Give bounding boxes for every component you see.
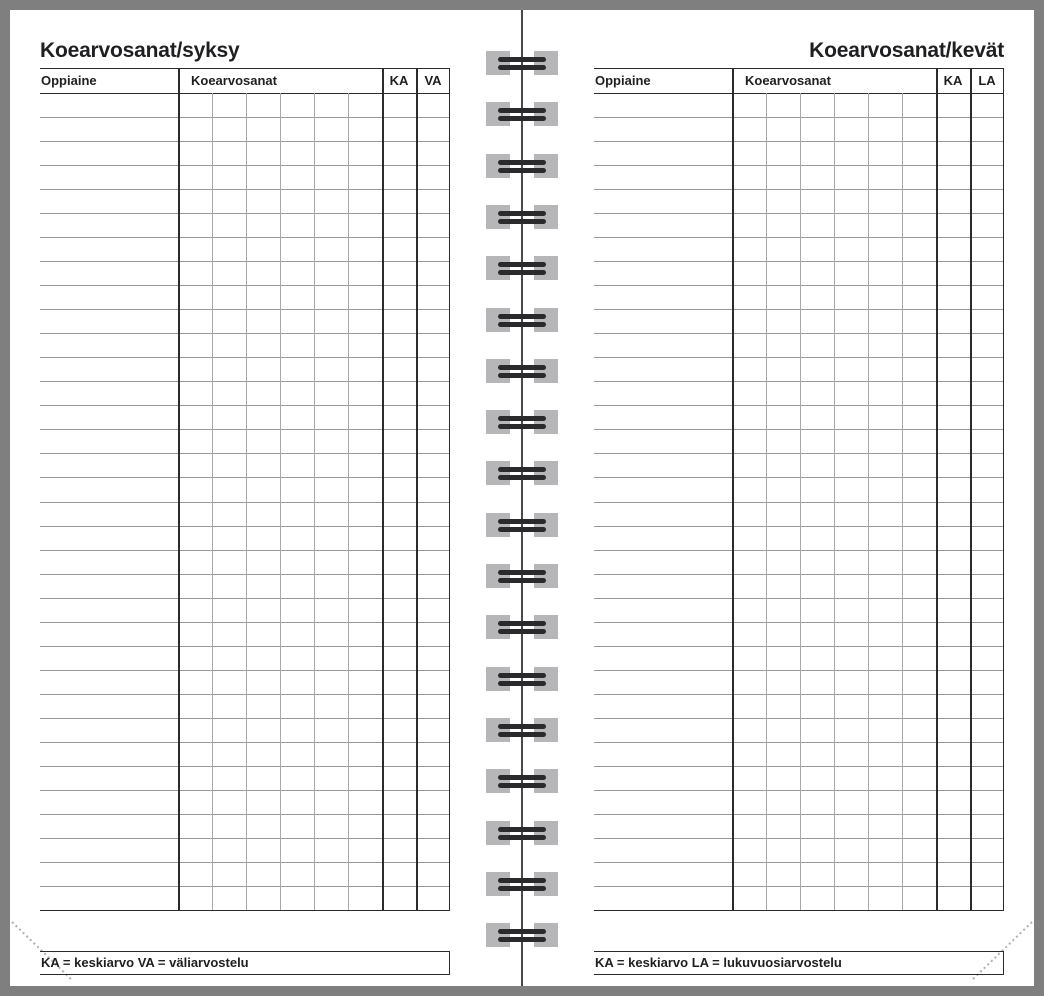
header-final: LA — [978, 73, 996, 88]
ring-hole — [486, 205, 510, 229]
row-line — [40, 646, 449, 647]
ring-hole — [486, 308, 510, 332]
binding-ring — [486, 667, 558, 691]
ring-hole — [534, 461, 558, 485]
ring-wire — [498, 373, 546, 378]
ring-wire — [498, 937, 546, 942]
ring-wire — [498, 519, 546, 524]
row-line — [594, 477, 1003, 478]
row-line — [40, 838, 449, 839]
binding-ring — [486, 923, 558, 947]
ring-wire — [498, 827, 546, 832]
ring-hole — [534, 154, 558, 178]
row-line — [40, 526, 449, 527]
row-line — [594, 574, 1003, 575]
ring-wire — [498, 424, 546, 429]
row-line — [40, 862, 449, 863]
ring-hole — [534, 102, 558, 126]
ring-hole — [534, 769, 558, 793]
page-title: Koearvosanat/kevät — [809, 39, 1004, 62]
binding-ring — [486, 872, 558, 896]
row-line — [40, 333, 449, 334]
row-line — [40, 165, 449, 166]
header-separator — [40, 93, 449, 94]
ring-wire — [498, 629, 546, 634]
header-average: KA — [389, 73, 409, 88]
row-line — [40, 477, 449, 478]
row-line — [40, 814, 449, 815]
legend-row — [40, 951, 450, 975]
grade-column-line — [766, 93, 767, 910]
column-divider — [382, 69, 384, 910]
header-separator — [594, 93, 1003, 94]
grade-column-line — [212, 93, 213, 910]
binding-ring — [486, 51, 558, 75]
ring-wire — [498, 57, 546, 62]
row-line — [594, 694, 1003, 695]
binding-ring — [486, 821, 558, 845]
ring-wire — [498, 681, 546, 686]
grade-column-line — [834, 93, 835, 910]
ring-hole — [486, 667, 510, 691]
row-line — [40, 574, 449, 575]
ring-hole — [486, 102, 510, 126]
ring-wire — [498, 322, 546, 327]
row-line — [40, 670, 449, 671]
row-line — [594, 886, 1003, 887]
ring-hole — [486, 564, 510, 588]
row-line — [40, 213, 449, 214]
ring-wire — [498, 578, 546, 583]
ring-wire — [498, 835, 546, 840]
ring-wire — [498, 732, 546, 737]
ring-hole — [486, 51, 510, 75]
binding-ring — [486, 205, 558, 229]
grade-table — [40, 68, 450, 911]
ring-hole — [534, 359, 558, 383]
row-line — [594, 718, 1003, 719]
row-line — [40, 405, 449, 406]
ring-hole — [486, 872, 510, 896]
row-line — [594, 381, 1003, 382]
ring-hole — [486, 718, 510, 742]
binding-ring — [486, 615, 558, 639]
ring-wire — [498, 160, 546, 165]
ring-wire — [498, 783, 546, 788]
grade-column-line — [800, 93, 801, 910]
row-line — [594, 237, 1003, 238]
ring-hole — [486, 513, 510, 537]
ring-hole — [486, 923, 510, 947]
row-line — [40, 502, 449, 503]
ring-wire — [498, 475, 546, 480]
row-line — [594, 790, 1003, 791]
ring-wire — [498, 673, 546, 678]
ring-wire — [498, 314, 546, 319]
row-line — [594, 550, 1003, 551]
ring-wire — [498, 416, 546, 421]
ring-wire — [498, 886, 546, 891]
row-line — [40, 309, 449, 310]
row-line — [594, 165, 1003, 166]
row-line — [594, 622, 1003, 623]
row-line — [40, 429, 449, 430]
binding-ring — [486, 102, 558, 126]
row-line — [594, 117, 1003, 118]
ring-hole — [534, 410, 558, 434]
binding-ring — [486, 359, 558, 383]
left-page — [40, 38, 450, 970]
row-line — [594, 405, 1003, 406]
column-divider — [416, 69, 418, 910]
row-line — [40, 766, 449, 767]
header-average: KA — [943, 73, 963, 88]
row-line — [594, 429, 1003, 430]
row-line — [594, 670, 1003, 671]
header-grades: Koearvosanat — [191, 73, 277, 88]
row-line — [594, 141, 1003, 142]
ring-hole — [534, 872, 558, 896]
row-line — [594, 261, 1003, 262]
row-line — [40, 381, 449, 382]
row-line — [40, 742, 449, 743]
row-line — [40, 141, 449, 142]
ring-hole — [534, 564, 558, 588]
binding-ring — [486, 461, 558, 485]
ring-hole — [486, 410, 510, 434]
header-subject: Oppiaine — [41, 73, 97, 88]
row-line — [40, 285, 449, 286]
binding-ring — [486, 769, 558, 793]
ring-hole — [534, 513, 558, 537]
binding-ring — [486, 718, 558, 742]
column-divider — [936, 69, 938, 910]
ring-wire — [498, 219, 546, 224]
row-line — [594, 213, 1003, 214]
row-line — [594, 742, 1003, 743]
row-line — [594, 357, 1003, 358]
header-final: VA — [424, 73, 442, 88]
ring-wire — [498, 108, 546, 113]
row-line — [594, 814, 1003, 815]
ring-hole — [534, 667, 558, 691]
row-line — [40, 886, 449, 887]
column-divider — [970, 69, 972, 910]
binding-ring — [486, 256, 558, 280]
binding-ring — [486, 308, 558, 332]
legend-row — [594, 951, 1004, 975]
ring-hole — [486, 615, 510, 639]
ring-wire — [498, 775, 546, 780]
ring-hole — [486, 359, 510, 383]
ring-hole — [486, 461, 510, 485]
row-line — [594, 189, 1003, 190]
ring-wire — [498, 168, 546, 173]
ring-wire — [498, 929, 546, 934]
ring-wire — [498, 724, 546, 729]
row-line — [40, 237, 449, 238]
row-line — [40, 790, 449, 791]
row-line — [40, 117, 449, 118]
grade-column-line — [314, 93, 315, 910]
ring-wire — [498, 467, 546, 472]
row-line — [40, 598, 449, 599]
grade-column-line — [868, 93, 869, 910]
header-subject: Oppiaine — [595, 73, 651, 88]
row-line — [594, 598, 1003, 599]
row-line — [594, 526, 1003, 527]
row-line — [40, 718, 449, 719]
ring-wire — [498, 570, 546, 575]
row-line — [40, 357, 449, 358]
grade-column-line — [280, 93, 281, 910]
row-line — [40, 550, 449, 551]
right-page — [594, 38, 1004, 970]
ring-wire — [498, 65, 546, 70]
row-line — [594, 285, 1003, 286]
ring-wire — [498, 262, 546, 267]
ring-wire — [498, 527, 546, 532]
grade-column-line — [246, 93, 247, 910]
legend-text: KA = keskiarvo LA = lukuvuosiarvostelu — [595, 955, 842, 970]
grade-column-line — [348, 93, 349, 910]
binding-ring — [486, 410, 558, 434]
row-line — [594, 862, 1003, 863]
grade-column-line — [902, 93, 903, 910]
legend-text: KA = keskiarvo VA = väliarvostelu — [41, 955, 249, 970]
binding-ring — [486, 154, 558, 178]
row-line — [594, 333, 1003, 334]
ring-hole — [534, 821, 558, 845]
ring-hole — [534, 51, 558, 75]
row-line — [40, 189, 449, 190]
page-title: Koearvosanat/syksy — [40, 39, 240, 62]
ring-wire — [498, 211, 546, 216]
ring-hole — [486, 154, 510, 178]
ring-wire — [498, 116, 546, 121]
row-line — [594, 838, 1003, 839]
ring-wire — [498, 365, 546, 370]
binding-ring — [486, 513, 558, 537]
row-line — [594, 309, 1003, 310]
ring-hole — [486, 821, 510, 845]
row-line — [594, 453, 1003, 454]
row-line — [594, 502, 1003, 503]
ring-hole — [486, 256, 510, 280]
header-grades: Koearvosanat — [745, 73, 831, 88]
ring-hole — [534, 205, 558, 229]
binding-ring — [486, 564, 558, 588]
ring-wire — [498, 270, 546, 275]
column-divider — [178, 69, 180, 910]
ring-hole — [534, 308, 558, 332]
row-line — [40, 694, 449, 695]
grade-table — [594, 68, 1004, 911]
row-line — [40, 622, 449, 623]
ring-hole — [534, 615, 558, 639]
ring-hole — [534, 718, 558, 742]
row-line — [40, 261, 449, 262]
row-line — [594, 766, 1003, 767]
ring-wire — [498, 621, 546, 626]
column-divider — [732, 69, 734, 910]
ring-hole — [486, 769, 510, 793]
row-line — [594, 646, 1003, 647]
ring-hole — [534, 923, 558, 947]
row-line — [40, 453, 449, 454]
ring-hole — [534, 256, 558, 280]
ring-wire — [498, 878, 546, 883]
